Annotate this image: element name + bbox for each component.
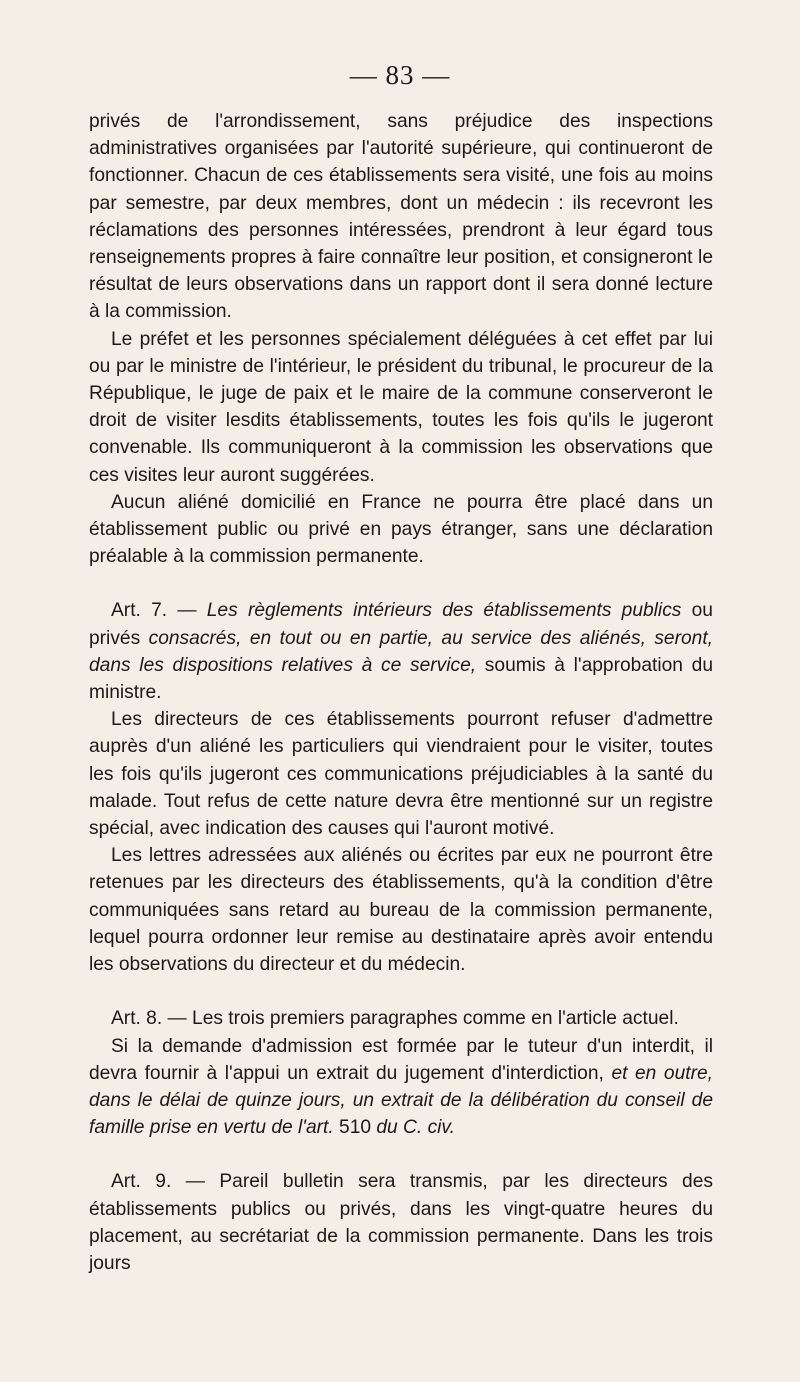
paragraph-visiting-rights: Le préfet et les personnes spécialement déléguées à cet effet par lui ou par le ministre de l'intérieur, le président du tribunal, le procureur de la République, le juge de paix et le maire de la commune conserveront le droit de visiter lesdits établissements, toutes les fois qu'ils le jugeront convenable. Ils communiqueront à la commission les observations que ces visites leur auront suggérées.: [89, 328, 713, 486]
section-spacer: [89, 1141, 713, 1168]
article-7: [89, 597, 713, 706]
paragraph-guardian-italic-1: et en outre, dans le délai de quinze jours, un extrait de la délibération du conseil de famille prise en vertu de l'art.: [89, 1062, 713, 1139]
article-9: Art. 9. — Pareil bulletin sera transmis, par les directeurs des établissements publics ou privés, dans les vingt-quatre heures du placement, au secrétariat de la commission permanente. Dans les trois jours: [89, 1171, 713, 1274]
paragraph-foreign-placement: Aucun aliéné domicilié en France ne pourra être placé dans un établissement public ou privé en pays étranger, sans une déclaration préalable à la commission permanente.: [89, 491, 713, 568]
page-number: — 83 —: [349, 60, 451, 90]
paragraph-visitor-refusal: Les directeurs de ces établissements pourront refuser d'admettre auprès d'un aliéné les particuliers qui viendraient pour le visiter, toutes les fois qu'ils jugeront ces communications préjudiciables à la santé du malade. Tout refus de cette nature devra être mentionné sur un registre spécial, avec indication des causes qui l'auront motivé.: [89, 709, 713, 840]
paragraph-commission-visits: privés de l'arrondissement, sans préjudice des inspections administratives organisées par l'autorité supérieure, qui continueront de fonctionner. Chacun de ces établissements sera visité, une fois au moins par semestre, par deux membres, dont un médecin : ils recevront les réclamations des personnes intéressées, prendront à leur égard tous renseignements propres à faire connaître leur position, et consigneront le résultat de leurs observations dans un rapport dont il sera donné lecture à la commission.: [89, 111, 713, 323]
section-spacer: [89, 978, 713, 1005]
section-spacer: [89, 570, 713, 597]
article-8: Art. 8. — Les trois premiers paragraphes comme en l'article actuel.: [111, 1008, 679, 1030]
paragraph-guardian-article-number: 510: [333, 1117, 377, 1139]
paragraph-guardian-request: [89, 1033, 713, 1142]
body-text: [89, 108, 713, 1277]
paragraph-letters: Les lettres adressées aux aliénés ou écrites par eux ne pourront être retenues par les directeurs des établissements, qu'à la condition d'être communiquées sans retard au bureau de la commission permanente, lequel pourra ordonner leur remise au destinataire après avoir entendu les observations du directeur et du médecin.: [89, 845, 713, 976]
article-7-italic-2: consacrés, en tout ou en partie, au service des aliénés, seront, dans les dispositions relatives à ce service,: [89, 627, 714, 676]
article-7-italic-1: Les règlements intérieurs des établissements publics: [206, 600, 682, 622]
article-7-mid: ou privés: [89, 600, 713, 649]
paragraph-guardian-italic-2: du C. civ.: [376, 1117, 455, 1139]
article-7-end: soumis à l'approbation du ministre.: [89, 654, 713, 704]
article-7-label: Art. 7. —: [111, 600, 207, 622]
paragraph-guardian-start: Si la demande d'admission est formée par le tuteur d'un interdit, il devra fournir à l'appui un extrait du jugement d'interdiction,: [89, 1035, 713, 1084]
